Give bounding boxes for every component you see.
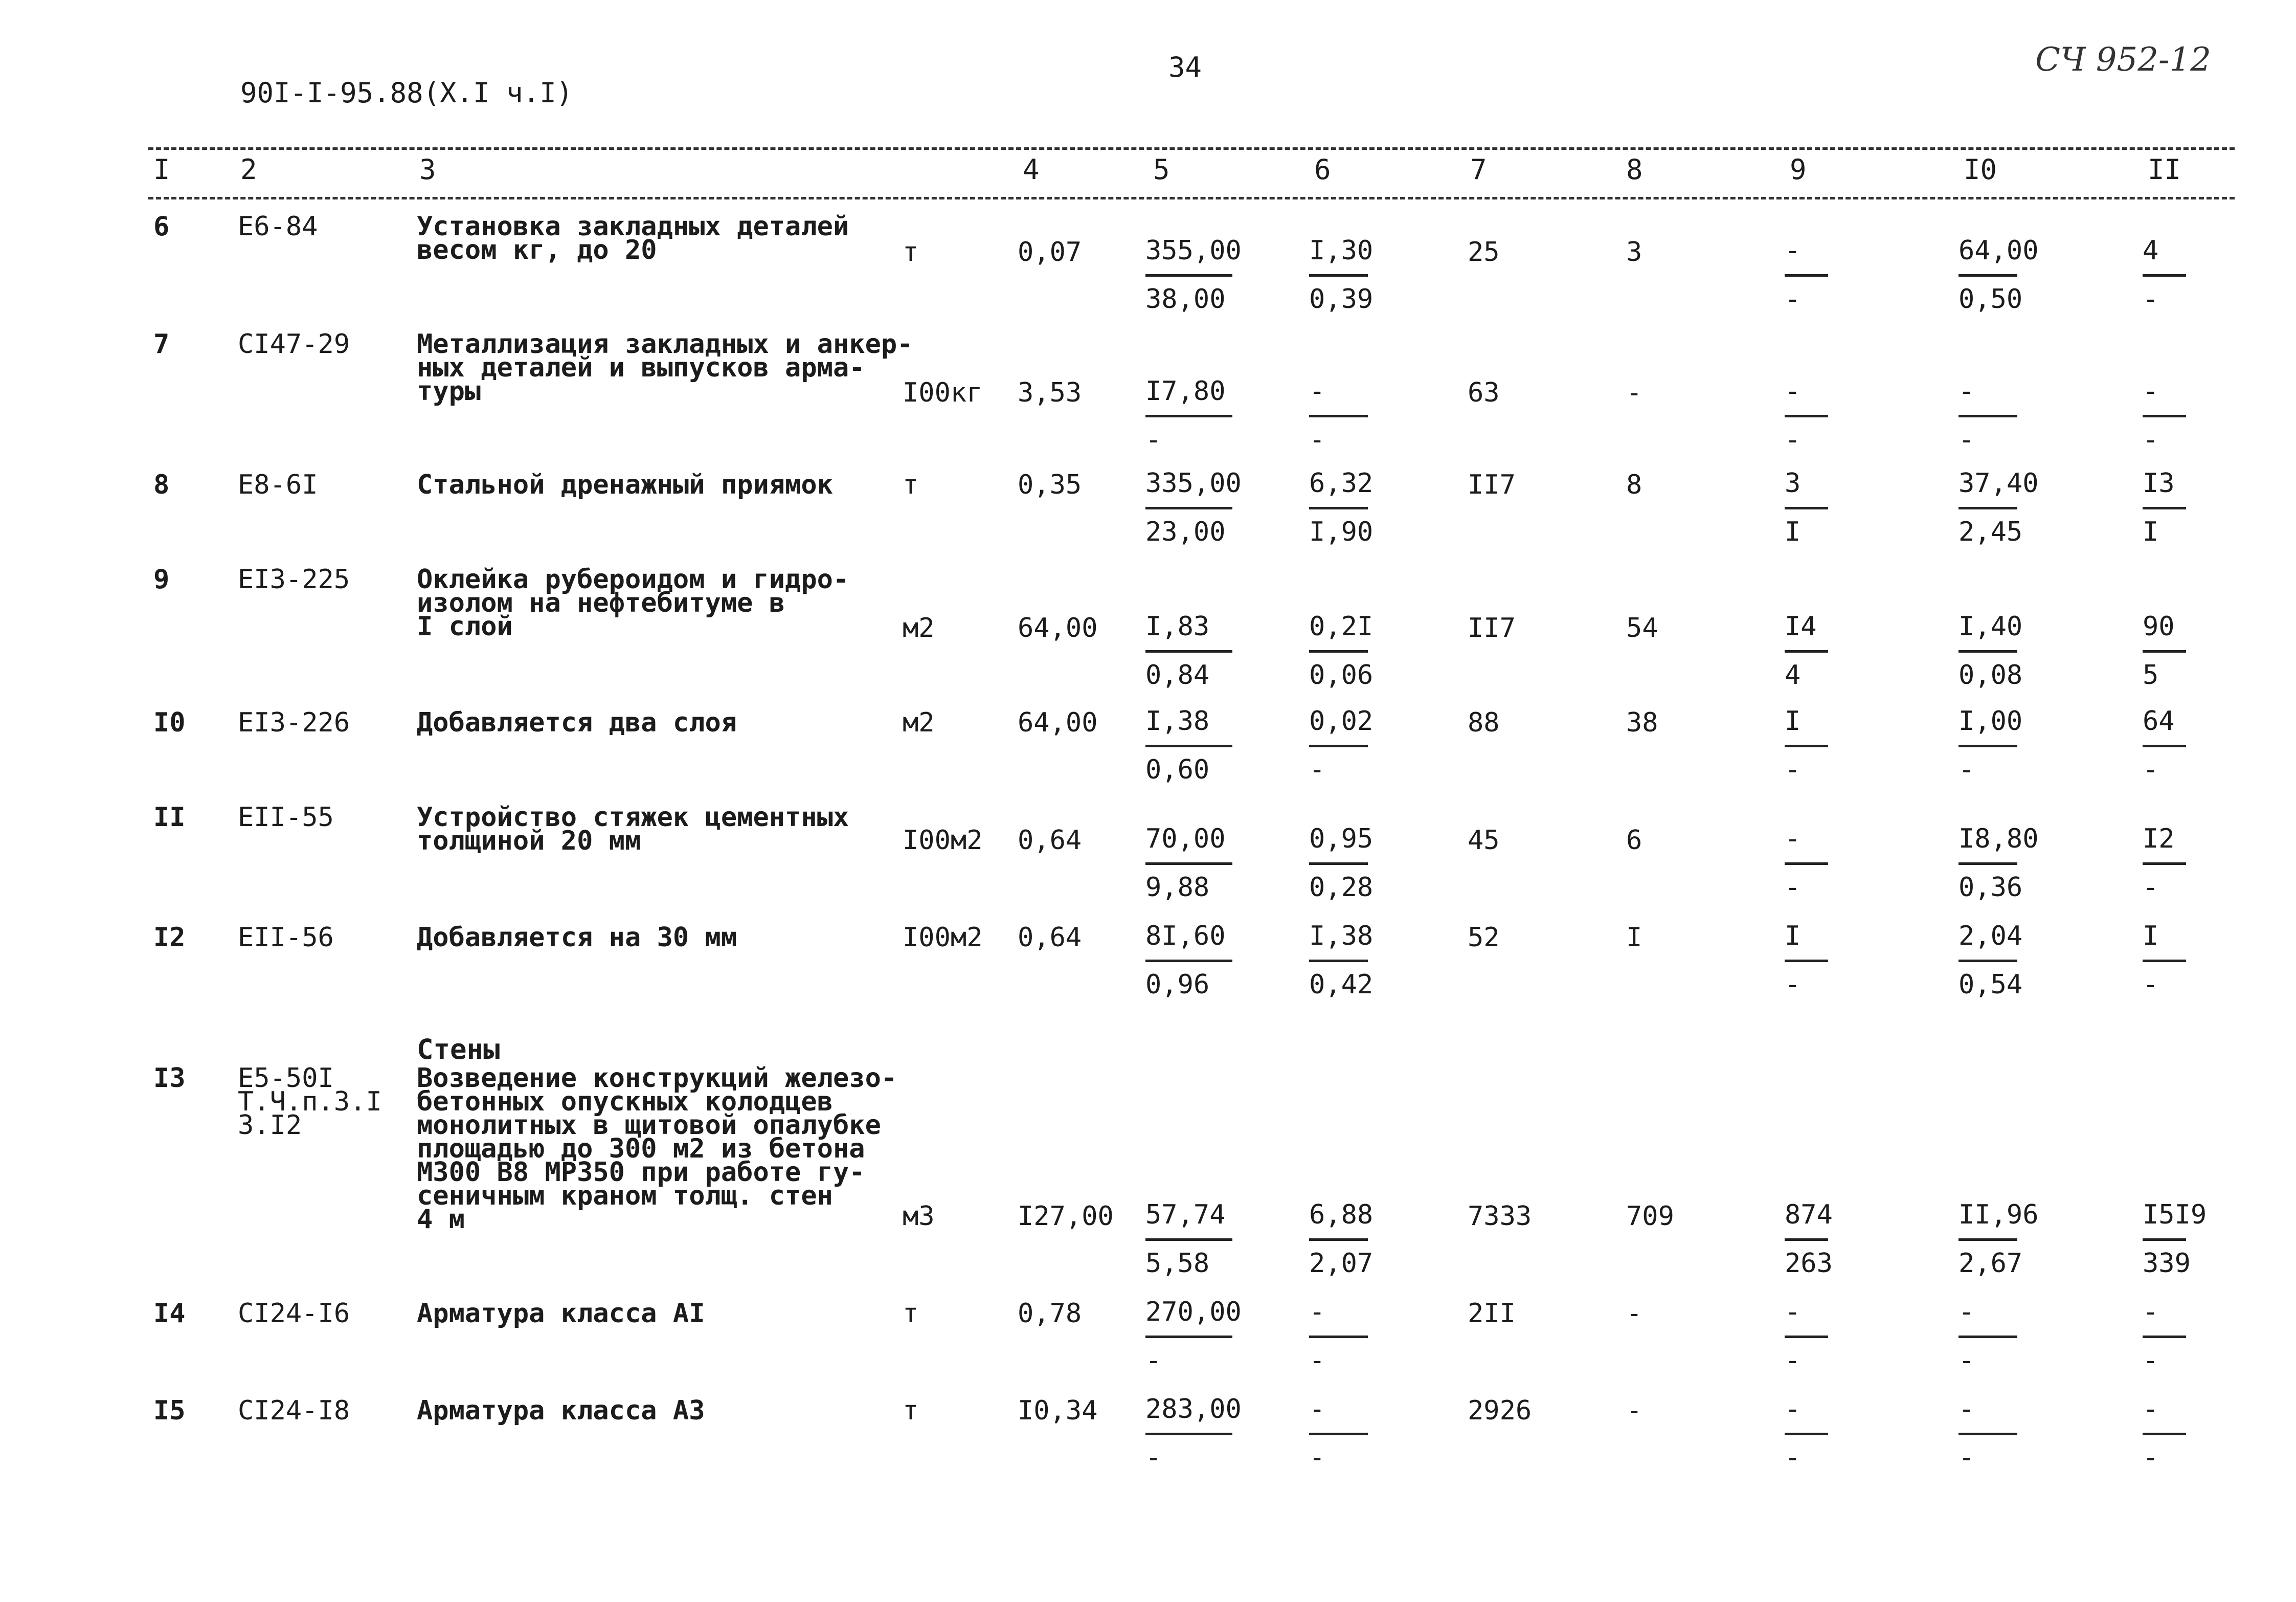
fraction-numerator: - (1785, 1394, 1801, 1425)
column-7-value: 7333 (1468, 1201, 1532, 1232)
fraction-cell-c9 (1785, 1299, 1828, 1374)
fraction-bar (1145, 862, 1232, 865)
column-7-value: 45 (1468, 825, 1500, 856)
fraction-bar (1309, 650, 1368, 653)
rate-code: Е6-84 (238, 211, 318, 242)
fraction-denominator: - (2143, 425, 2159, 455)
fraction-numerator: 57,74 (1145, 1199, 1226, 1230)
fraction-bar (1309, 415, 1368, 417)
fraction-numerator: 2,04 (1959, 921, 2023, 951)
unit-of-measure: м3 (903, 1201, 935, 1232)
rate-code: СI47-29 (238, 329, 350, 360)
fraction-numerator: - (1785, 1297, 1801, 1327)
fraction-denominator: 0,42 (1309, 969, 1374, 1000)
fraction-denominator: 0,28 (1309, 872, 1374, 903)
column-7-value: 2II (1468, 1298, 1516, 1329)
column-header-8: 8 (1626, 153, 1643, 186)
fraction-bar (1785, 1238, 1828, 1241)
column-8-value: I (1626, 922, 1642, 953)
fraction-numerator: 4 (2143, 235, 2159, 266)
fraction-bar (1785, 862, 1828, 865)
fraction-bar (2143, 745, 2186, 747)
column-7-value: 25 (1468, 237, 1500, 268)
fraction-denominator: - (1145, 1442, 1162, 1473)
fraction-numerator: - (2143, 1394, 2159, 1425)
fraction-cell-c11 (2143, 1299, 2186, 1374)
fraction-numerator: I5I9 (2143, 1199, 2207, 1230)
fraction-cell-c11 (2143, 826, 2186, 901)
fraction-cell-c5 (1145, 826, 1232, 901)
quantity: 64,00 (1018, 707, 1098, 738)
fraction-numerator: 3 (1785, 468, 1801, 499)
column-8-value: 3 (1626, 237, 1642, 268)
unit-of-measure: т (903, 1298, 919, 1329)
fraction-cell-c6 (1309, 611, 1374, 691)
fraction-numerator: - (1785, 376, 1801, 407)
fraction-bar (1959, 862, 2017, 865)
row-number: 6 (153, 211, 170, 242)
fraction-denominator: 23,00 (1145, 517, 1226, 547)
unit-of-measure: т (903, 237, 919, 268)
fraction-denominator: 0,39 (1309, 284, 1374, 315)
fraction-cell-c5 (1145, 611, 1232, 691)
fraction-numerator: 0,02 (1309, 706, 1374, 737)
fraction-denominator: - (1785, 872, 1801, 903)
fraction-cell-c5 (1145, 1199, 1232, 1279)
fraction-denominator: - (1785, 1442, 1801, 1473)
column-header-7: 7 (1470, 153, 1487, 186)
row-number: I4 (153, 1298, 186, 1329)
fraction-cell-c9 (1785, 826, 1828, 901)
fraction-numerator: I,00 (1959, 706, 2023, 737)
fraction-numerator: 37,40 (1959, 468, 2039, 499)
fraction-numerator: I (1785, 921, 1801, 951)
fraction-numerator: 8I,60 (1145, 921, 1226, 951)
work-description: Устройство стяжек цементных толщиной 20 мм (417, 802, 849, 856)
fraction-cell-c5 (1145, 708, 1232, 783)
column-7-value: 63 (1468, 377, 1500, 408)
fraction-bar (1145, 745, 1232, 747)
work-description: Добавляется на 30 мм (417, 922, 737, 953)
fraction-denominator: - (2143, 284, 2159, 315)
fraction-cell-c10 (1959, 235, 2039, 315)
fraction-bar (1785, 745, 1828, 747)
fraction-denominator: 339 (2143, 1248, 2191, 1279)
fraction-cell-c10 (1959, 1396, 2017, 1471)
fraction-denominator: I (1785, 517, 1801, 547)
quantity: 0,64 (1018, 922, 1082, 953)
fraction-numerator: - (2143, 1297, 2159, 1327)
fraction-denominator: - (1785, 1345, 1801, 1376)
fraction-denominator: 5 (2143, 660, 2159, 691)
fraction-numerator: I8,80 (1959, 824, 2039, 854)
fraction-numerator: 70,00 (1145, 824, 1226, 854)
fraction-cell-c9 (1785, 470, 1828, 545)
fraction-bar (1145, 1336, 1232, 1338)
page-number: 34 (1168, 51, 1202, 83)
fraction-cell-c9 (1785, 923, 1828, 998)
fraction-denominator: - (1959, 754, 1975, 785)
fraction-cell-c5 (1145, 1394, 1242, 1473)
row-number: I5 (153, 1395, 186, 1426)
fraction-bar (1785, 274, 1828, 277)
fraction-denominator: - (1785, 425, 1801, 455)
fraction-denominator: - (2143, 872, 2159, 903)
fraction-numerator: 874 (1785, 1199, 1833, 1230)
row-number: 9 (153, 564, 170, 595)
fraction-bar (1145, 1238, 1232, 1241)
quantity: I0,34 (1018, 1395, 1098, 1426)
work-description: Добавляется два слоя (417, 707, 737, 738)
row-number: II (153, 802, 186, 833)
fraction-denominator: 5,58 (1145, 1248, 1210, 1279)
quantity: 0,35 (1018, 470, 1082, 500)
unit-of-measure: I00кг (903, 377, 983, 408)
quantity: 0,78 (1018, 1298, 1082, 1329)
fraction-bar (1959, 507, 2017, 509)
fraction-numerator: I,83 (1145, 611, 1210, 642)
document-code: 90I-I-95.88(X.I ч.I) (240, 77, 573, 109)
fraction-numerator: I,38 (1145, 706, 1210, 737)
fraction-denominator: - (2143, 754, 2159, 785)
unit-of-measure: I00м2 (903, 922, 983, 953)
fraction-cell-c6 (1309, 1299, 1368, 1374)
fraction-numerator: 283,00 (1145, 1394, 1242, 1425)
fraction-bar (1309, 862, 1368, 865)
fraction-bar (2143, 1238, 2186, 1241)
archive-mark: СЧ 952-12 (2035, 41, 2211, 79)
fraction-numerator: 355,00 (1145, 235, 1242, 266)
fraction-numerator: - (1309, 1394, 1325, 1425)
fraction-denominator: 0,54 (1959, 969, 2023, 1000)
fraction-numerator: 0,95 (1309, 824, 1374, 854)
fraction-cell-c10 (1959, 611, 2023, 691)
fraction-denominator: 0,84 (1145, 660, 1210, 691)
fraction-denominator: - (2143, 1345, 2159, 1376)
fraction-cell-c9 (1785, 708, 1828, 783)
column-8-value: 38 (1626, 707, 1658, 738)
fraction-bar (1785, 650, 1828, 653)
work-description: Металлизация закладных и анкер- ных деталей и выпусков арма- туры (417, 329, 913, 407)
fraction-numerator: 335,00 (1145, 468, 1242, 499)
fraction-numerator: I,40 (1959, 611, 2023, 642)
fraction-bar (1785, 1433, 1828, 1435)
fraction-denominator: - (1145, 425, 1162, 455)
quantity: 64,00 (1018, 613, 1098, 643)
fraction-cell-c6 (1309, 921, 1374, 1000)
fraction-denominator: 2,67 (1959, 1248, 2023, 1279)
fraction-numerator: 270,00 (1145, 1297, 1242, 1327)
work-description: Арматура класса АI (417, 1298, 705, 1329)
fraction-cell-c10 (1959, 1199, 2039, 1279)
fraction-bar (1959, 274, 2017, 277)
fraction-bar (2143, 1433, 2186, 1435)
fraction-bar (1145, 650, 1232, 653)
fraction-cell-c10 (1959, 706, 2023, 785)
fraction-cell-c11 (2143, 378, 2186, 453)
fraction-bar (1959, 1238, 2017, 1241)
fraction-bar (1785, 1336, 1828, 1338)
work-description: Арматура класса А3 (417, 1395, 705, 1426)
fraction-denominator: - (1959, 1345, 1975, 1376)
rate-code: Е5-50I Т.Ч.п.3.I 3.I2 (238, 1063, 382, 1141)
fraction-bar (1309, 1433, 1368, 1435)
fraction-numerator: 90 (2143, 611, 2175, 642)
fraction-denominator: 0,96 (1145, 969, 1210, 1000)
fraction-numerator: 64 (2143, 706, 2175, 737)
fraction-cell-c5 (1145, 923, 1232, 998)
work-description: Стальной дренажный приямок (417, 470, 833, 500)
fraction-bar (2143, 415, 2186, 417)
fraction-cell-c11 (2143, 470, 2186, 545)
column-header-5: 5 (1153, 153, 1170, 186)
fraction-cell-c5 (1145, 468, 1242, 547)
column-header-11: II (2148, 153, 2181, 186)
fraction-bar (1309, 507, 1368, 509)
fraction-cell-c5 (1145, 1297, 1242, 1376)
fraction-cell-c9 (1785, 237, 1828, 313)
fraction-numerator: 64,00 (1959, 235, 2039, 266)
fraction-denominator: 0,60 (1145, 754, 1210, 785)
fraction-denominator: - (1785, 284, 1801, 315)
fraction-cell-c11 (2143, 708, 2186, 783)
quantity: I27,00 (1018, 1201, 1114, 1232)
fraction-bar (2143, 507, 2186, 509)
fraction-cell-c5 (1145, 235, 1242, 315)
fraction-bar (1145, 274, 1232, 277)
fraction-numerator: - (1309, 1297, 1325, 1327)
column-8-value: 8 (1626, 470, 1642, 500)
column-header-10: I0 (1964, 153, 1997, 186)
fraction-denominator: 263 (1785, 1248, 1833, 1279)
fraction-numerator: I,38 (1309, 921, 1374, 951)
quantity: 0,07 (1018, 237, 1082, 268)
header-rule-top (148, 147, 2235, 150)
fraction-cell-c10 (1959, 824, 2039, 903)
fraction-numerator: - (1785, 824, 1801, 854)
quantity: 3,53 (1018, 377, 1082, 408)
column-7-value: II7 (1468, 613, 1516, 643)
column-7-value: 52 (1468, 922, 1500, 953)
fraction-bar (1145, 1433, 1232, 1435)
fraction-numerator: 6,32 (1309, 468, 1374, 499)
fraction-numerator: - (1959, 376, 1975, 407)
fraction-denominator: - (1145, 1345, 1162, 1376)
column-8-value: 709 (1626, 1201, 1674, 1232)
fraction-denominator: 2,07 (1309, 1248, 1374, 1279)
unit-of-measure: м2 (903, 613, 935, 643)
column-header-3: 3 (419, 153, 436, 186)
fraction-denominator: 9,88 (1145, 872, 1210, 903)
fraction-cell-c9 (1785, 1396, 1828, 1471)
fraction-bar (1959, 1433, 2017, 1435)
fraction-denominator: 2,45 (1959, 517, 2023, 547)
column-8-value: 6 (1626, 825, 1642, 856)
row-number: 8 (153, 470, 170, 500)
fraction-cell-c9 (1785, 1199, 1833, 1279)
fraction-cell-c9 (1785, 378, 1828, 453)
unit-of-measure: I00м2 (903, 825, 983, 856)
fraction-cell-c11 (2143, 1396, 2186, 1471)
unit-of-measure: т (903, 470, 919, 500)
rate-code: ЕII-56 (238, 922, 334, 953)
fraction-numerator: 6,88 (1309, 1199, 1374, 1230)
fraction-denominator: - (1309, 425, 1325, 455)
fraction-bar (1959, 1336, 2017, 1338)
fraction-denominator: - (1309, 1345, 1325, 1376)
fraction-denominator: - (1959, 1442, 1975, 1473)
rate-code: СI24-I6 (238, 1298, 350, 1329)
fraction-denominator: 0,08 (1959, 660, 2023, 691)
fraction-numerator: - (1309, 376, 1325, 407)
fraction-bar (1785, 507, 1828, 509)
work-description: Установка закладных деталей весом кг, до 20 (417, 211, 849, 265)
fraction-numerator: I3 (2143, 468, 2175, 499)
rate-code: Е8-6I (238, 470, 318, 500)
fraction-cell-c10 (1959, 1299, 2017, 1374)
fraction-denominator: - (1785, 754, 1801, 785)
column-7-value: II7 (1468, 470, 1516, 500)
section-title: Стены (417, 1033, 500, 1065)
unit-of-measure: т (903, 1395, 919, 1426)
fraction-bar (1145, 960, 1232, 962)
fraction-numerator: I7,80 (1145, 376, 1226, 407)
fraction-bar (1785, 960, 1828, 962)
fraction-bar (2143, 274, 2186, 277)
fraction-bar (1959, 415, 2017, 417)
rate-code: ЕI3-225 (238, 564, 350, 595)
fraction-bar (2143, 1336, 2186, 1338)
fraction-denominator: 0,36 (1959, 872, 2023, 903)
header-rule-bottom (148, 197, 2235, 199)
fraction-bar (1309, 1336, 1368, 1338)
fraction-denominator: - (1785, 969, 1801, 1000)
fraction-numerator: I (1785, 706, 1801, 737)
column-header-6: 6 (1314, 153, 1331, 186)
fraction-numerator: I (2143, 921, 2159, 951)
fraction-bar (1785, 415, 1828, 417)
fraction-numerator: 0,2I (1309, 611, 1374, 642)
quantity: 0,64 (1018, 825, 1082, 856)
fraction-cell-c6 (1309, 1396, 1368, 1471)
fraction-bar (2143, 862, 2186, 865)
fraction-bar (1309, 960, 1368, 962)
column-8-value: - (1626, 1395, 1642, 1426)
fraction-cell-c6 (1309, 706, 1374, 785)
row-number: I0 (153, 707, 186, 738)
fraction-bar (1145, 507, 1232, 509)
fraction-bar (1309, 274, 1368, 277)
fraction-denominator: - (2143, 1442, 2159, 1473)
fraction-denominator: I,90 (1309, 517, 1374, 547)
fraction-denominator: - (1309, 754, 1325, 785)
fraction-numerator: I,30 (1309, 235, 1374, 266)
fraction-numerator: - (2143, 376, 2159, 407)
fraction-cell-c6 (1309, 378, 1368, 453)
column-8-value: 54 (1626, 613, 1658, 643)
column-7-value: 2926 (1468, 1395, 1532, 1426)
fraction-bar (2143, 650, 2186, 653)
fraction-denominator: 4 (1785, 660, 1801, 691)
column-8-value: - (1626, 377, 1642, 408)
fraction-numerator: - (1785, 235, 1801, 266)
fraction-cell-c6 (1309, 1199, 1374, 1279)
fraction-numerator: I2 (2143, 824, 2175, 854)
fraction-cell-c11 (2143, 923, 2186, 998)
fraction-denominator: 38,00 (1145, 284, 1226, 315)
fraction-bar (2143, 960, 2186, 962)
fraction-numerator: - (1959, 1394, 1975, 1425)
column-header-4: 4 (1023, 153, 1040, 186)
column-header-2: 2 (240, 153, 257, 186)
fraction-cell-c6 (1309, 235, 1374, 315)
column-8-value: - (1626, 1298, 1642, 1329)
fraction-denominator: 0,50 (1959, 284, 2023, 315)
row-number: I3 (153, 1063, 186, 1094)
column-7-value: 88 (1468, 707, 1500, 738)
fraction-cell-c5 (1145, 378, 1232, 453)
rate-code: ЕI3-226 (238, 707, 350, 738)
fraction-denominator: 0,06 (1309, 660, 1374, 691)
fraction-denominator: - (1959, 425, 1975, 455)
fraction-cell-c11 (2143, 237, 2186, 313)
fraction-cell-c9 (1785, 611, 1828, 691)
fraction-bar (1309, 1238, 1368, 1241)
column-header-1: I (153, 153, 170, 186)
fraction-bar (1959, 745, 2017, 747)
row-number: I2 (153, 922, 186, 953)
fraction-cell-c11 (2143, 611, 2186, 691)
fraction-denominator: I (2143, 517, 2159, 547)
rate-code: СI24-I8 (238, 1395, 350, 1426)
fraction-numerator: I4 (1785, 611, 1817, 642)
fraction-bar (1959, 650, 2017, 653)
fraction-cell-c6 (1309, 824, 1374, 903)
row-number: 7 (153, 329, 170, 360)
column-header-9: 9 (1790, 153, 1807, 186)
fraction-cell-c11 (2143, 1199, 2207, 1279)
fraction-denominator: - (2143, 969, 2159, 1000)
fraction-bar (1959, 960, 2017, 962)
fraction-cell-c6 (1309, 468, 1374, 547)
fraction-cell-c10 (1959, 921, 2023, 1000)
fraction-cell-c10 (1959, 378, 2017, 453)
fraction-denominator: - (1309, 1442, 1325, 1473)
fraction-numerator: II,96 (1959, 1199, 2039, 1230)
fraction-numerator: - (1959, 1297, 1975, 1327)
work-description: Возведение конструкций железо- бетонных опускных колодцев монолитных в щитовой опалубке площадью до 300 м2 из бетона М300 В8 МР350 при работе гу- сеничным краном толщ. стен 4 м (417, 1063, 897, 1235)
fraction-bar (1309, 745, 1368, 747)
fraction-cell-c10 (1959, 468, 2039, 547)
work-description: Оклейка рубероидом и гидро- изолом на нефтебитуме в I слой (417, 564, 849, 642)
unit-of-measure: м2 (903, 707, 935, 738)
rate-code: ЕII-55 (238, 802, 334, 833)
fraction-bar (1145, 415, 1232, 417)
